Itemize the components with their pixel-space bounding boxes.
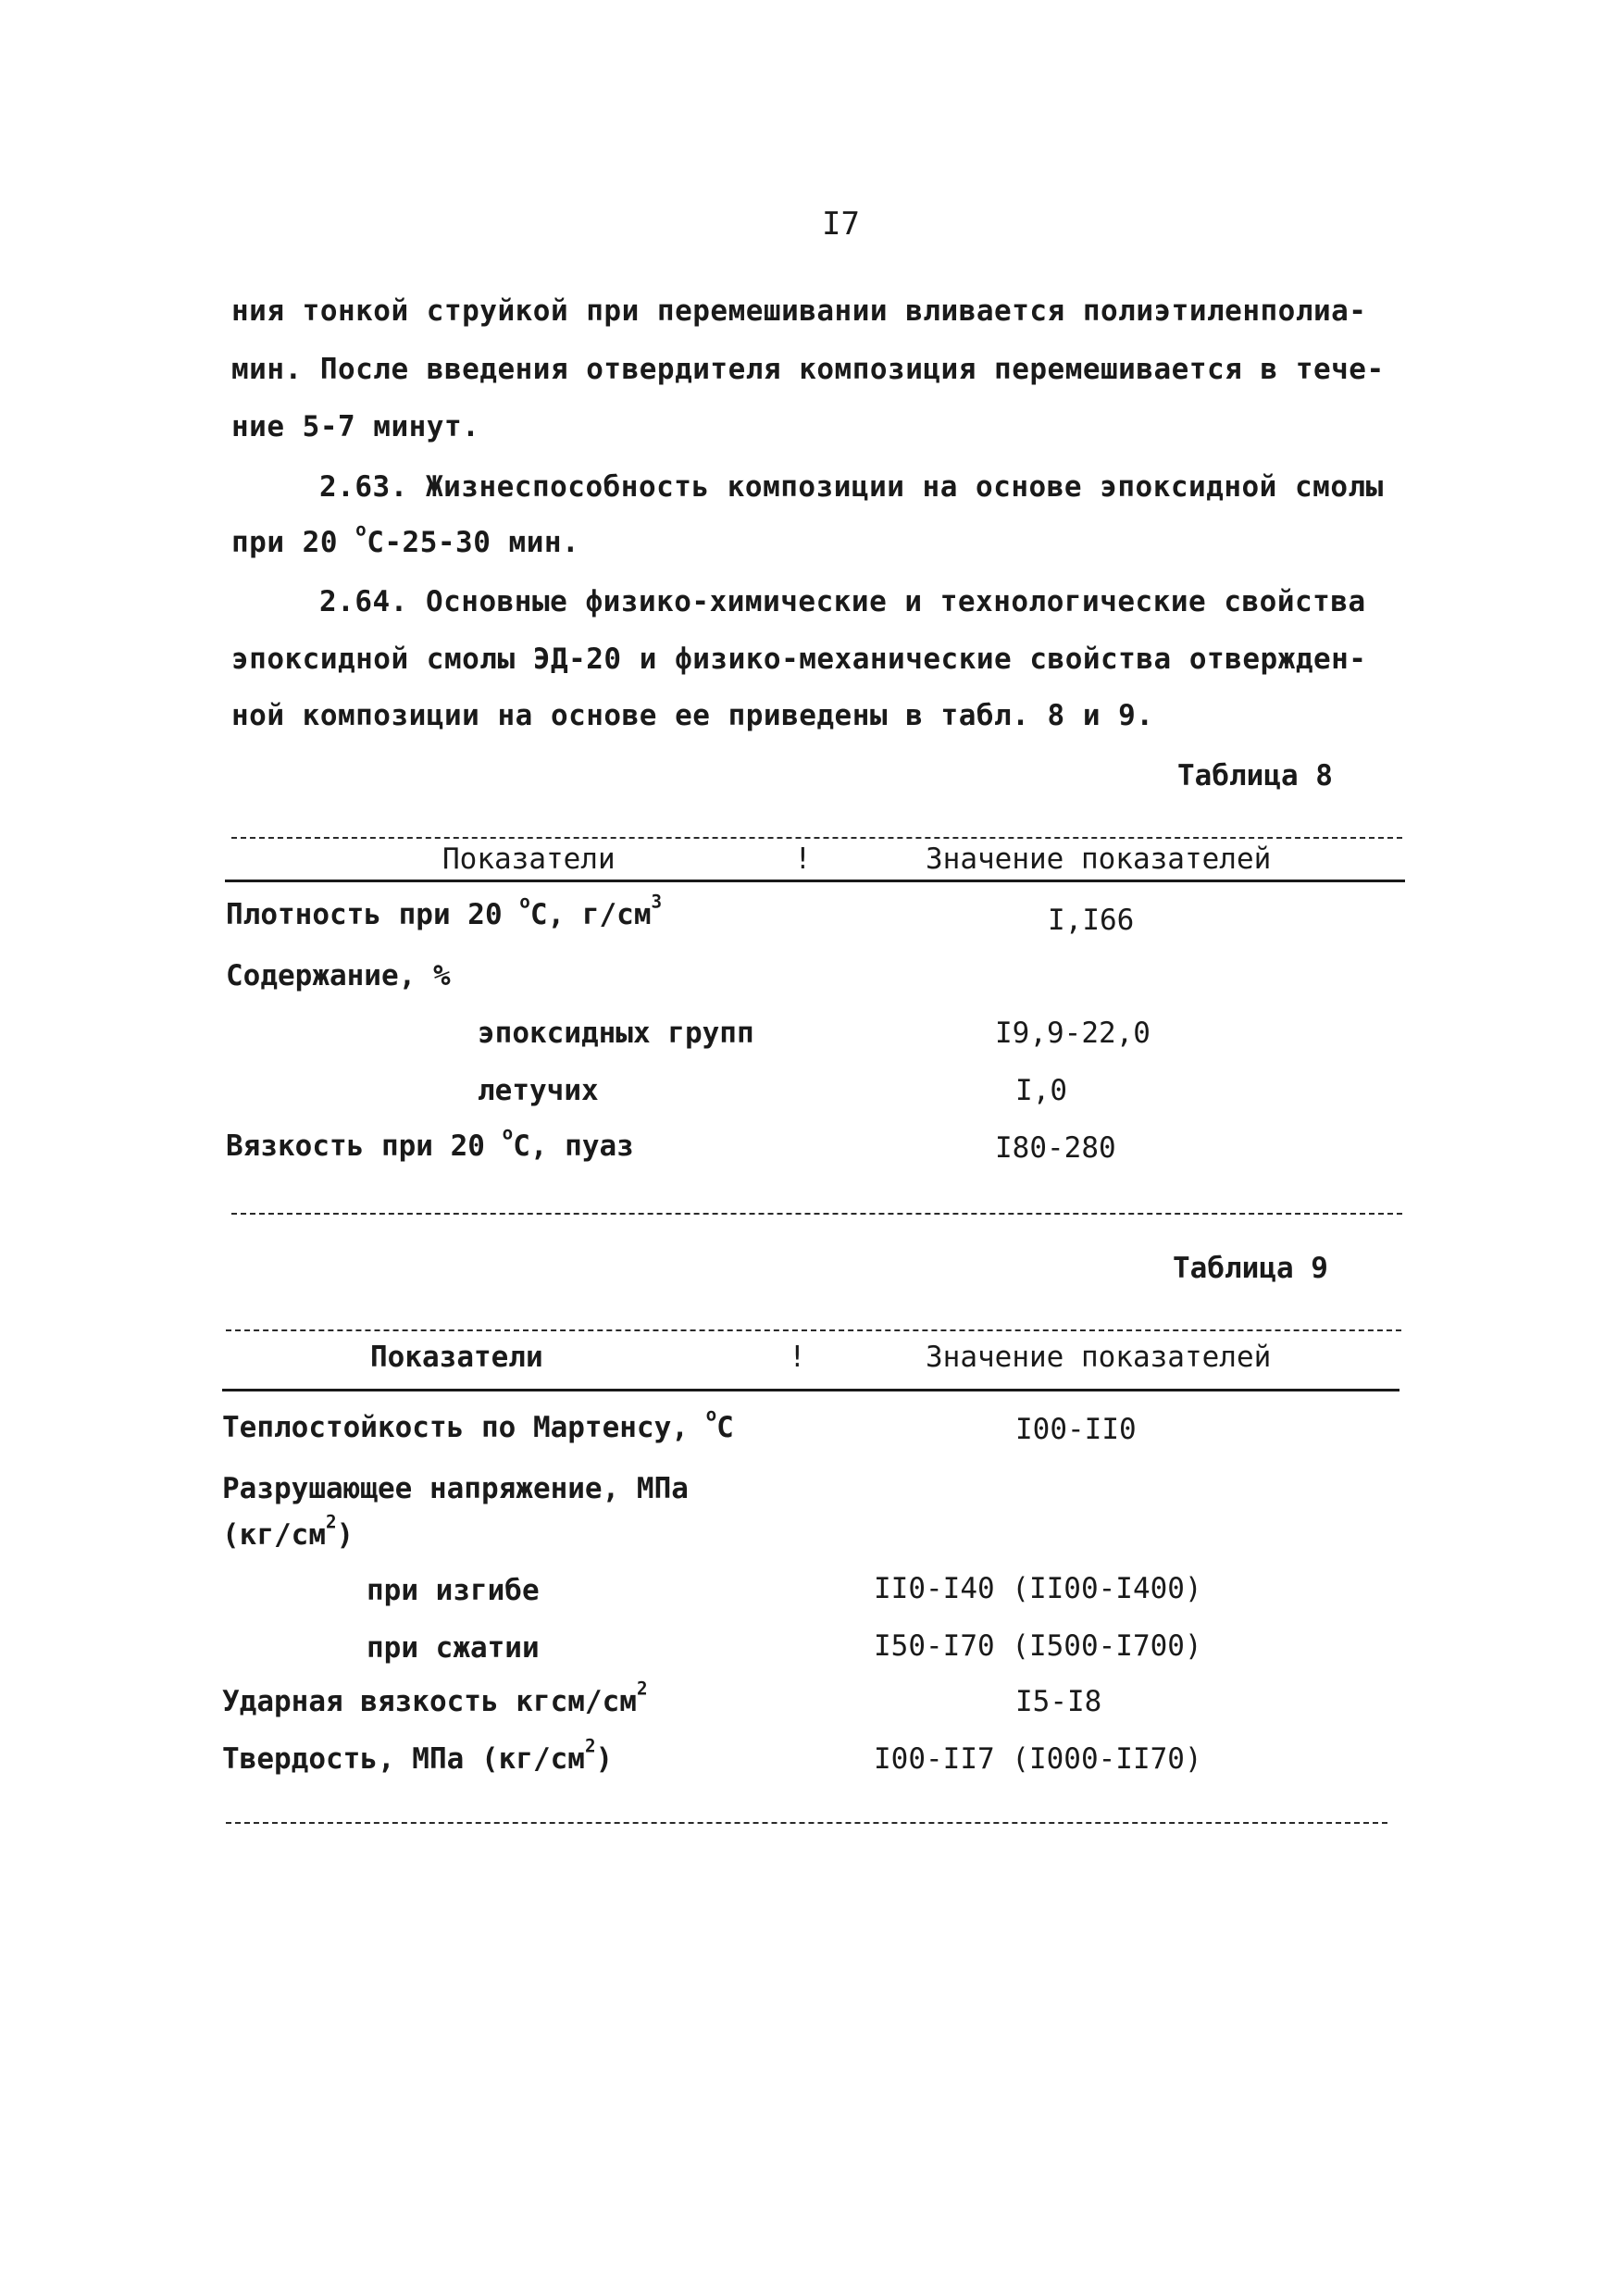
table9-row-value: I00-II0 — [1015, 1413, 1137, 1446]
paragraph-line — [231, 518, 580, 559]
superscript: 2 — [584, 1735, 596, 1757]
table8-top-rule — [231, 837, 1402, 839]
superscript: 3 — [651, 891, 663, 913]
table9-row-value: I00-II7 (I000-II70) — [874, 1742, 1202, 1776]
table9-top-rule — [226, 1329, 1401, 1331]
text-fragment: ) — [336, 1518, 354, 1552]
table8-header-col2: Значение показателей — [926, 842, 1272, 876]
table9-row-value: II0-I40 (II00-I400) — [874, 1572, 1202, 1605]
paragraph-line: ние 5-7 минут. — [231, 410, 480, 443]
text-fragment: С, г/см — [529, 898, 652, 931]
table8-row-label: летучих — [478, 1074, 599, 1107]
table9-header-col1: Показатели — [370, 1341, 543, 1374]
table9-title: Таблица 9 — [1173, 1252, 1328, 1285]
table8-title: Таблица 8 — [1177, 759, 1333, 792]
text-fragment: Твердость, МПа (кг/см — [222, 1742, 585, 1776]
text-fragment: Теплостойкость по Мартенсу, — [222, 1411, 706, 1444]
table9-row-label — [222, 1735, 614, 1776]
table8-row-value: I,I66 — [1048, 904, 1135, 937]
table9-row-label — [222, 1511, 354, 1552]
table8-header-rule — [225, 880, 1405, 882]
paragraph-line: ной композиции на основе ее приведены в табл. 8 и 9. — [231, 699, 1154, 732]
text-fragment: С — [716, 1411, 734, 1444]
table8-row-label: эпоксидных групп — [478, 1017, 754, 1050]
table8-row-value: I9,9-22,0 — [995, 1017, 1151, 1050]
paragraph-line: ния тонкой струйкой при перемешивании вливается полиэтиленполиа- — [231, 294, 1367, 328]
paragraph-line: мин. После введения отвердителя композиция перемешивается в тече- — [231, 353, 1385, 386]
text-fragment: при 20 — [231, 526, 356, 559]
degree-mark: о — [355, 518, 367, 541]
table8-row-label — [226, 1122, 634, 1163]
text-fragment: С, пуаз — [513, 1129, 634, 1163]
table9-row-label: при сжатии — [367, 1631, 540, 1665]
text-fragment: С-25-30 мин. — [367, 526, 580, 559]
degree-mark: о — [705, 1404, 717, 1426]
table9-header-sep: ! — [789, 1341, 806, 1374]
text-fragment: (кг/см — [222, 1518, 326, 1552]
table9-header-rule — [222, 1389, 1399, 1391]
table8-header-sep: ! — [794, 842, 812, 876]
table8-row-label — [226, 891, 663, 931]
page-number: I7 — [822, 206, 860, 243]
table9-row-value: I5-I8 — [1015, 1685, 1102, 1718]
paragraph-line: 2.63. Жизнеспособность композиции на основе эпоксидной смолы — [319, 470, 1384, 504]
table9-row-value: I50-I70 (I500-I700) — [874, 1629, 1202, 1663]
degree-mark: о — [519, 891, 530, 913]
table9-row-label: при изгибе — [367, 1574, 540, 1607]
table9-row-label — [222, 1678, 648, 1718]
superscript: 2 — [325, 1511, 337, 1533]
superscript: 2 — [636, 1678, 648, 1700]
table8-header-col1: Показатели — [442, 842, 616, 876]
table8-row-label: Содержание, % — [226, 959, 451, 992]
text-fragment: ) — [595, 1742, 614, 1776]
table9-header-col2: Значение показателей — [926, 1341, 1272, 1374]
table9-row-label: Разрушающее напряжение, МПа — [222, 1472, 689, 1505]
table8-row-value: I80-280 — [995, 1131, 1116, 1165]
table8-row-value: I,0 — [1015, 1074, 1067, 1107]
text-fragment: Плотность при 20 — [226, 898, 520, 931]
table9-row-label — [222, 1404, 734, 1444]
paragraph-line: эпоксидной смолы ЭД-20 и физико-механические свойства отвержден- — [231, 643, 1367, 676]
paragraph-line: 2.64. Основные физико-химические и технологические свойства — [319, 585, 1366, 618]
text-fragment: Ударная вязкость кгсм/см — [222, 1685, 637, 1718]
text-fragment: Вязкость при 20 — [226, 1129, 503, 1163]
table8-bottom-rule — [231, 1213, 1402, 1215]
degree-mark: о — [502, 1122, 514, 1144]
table9-bottom-rule — [226, 1822, 1387, 1824]
